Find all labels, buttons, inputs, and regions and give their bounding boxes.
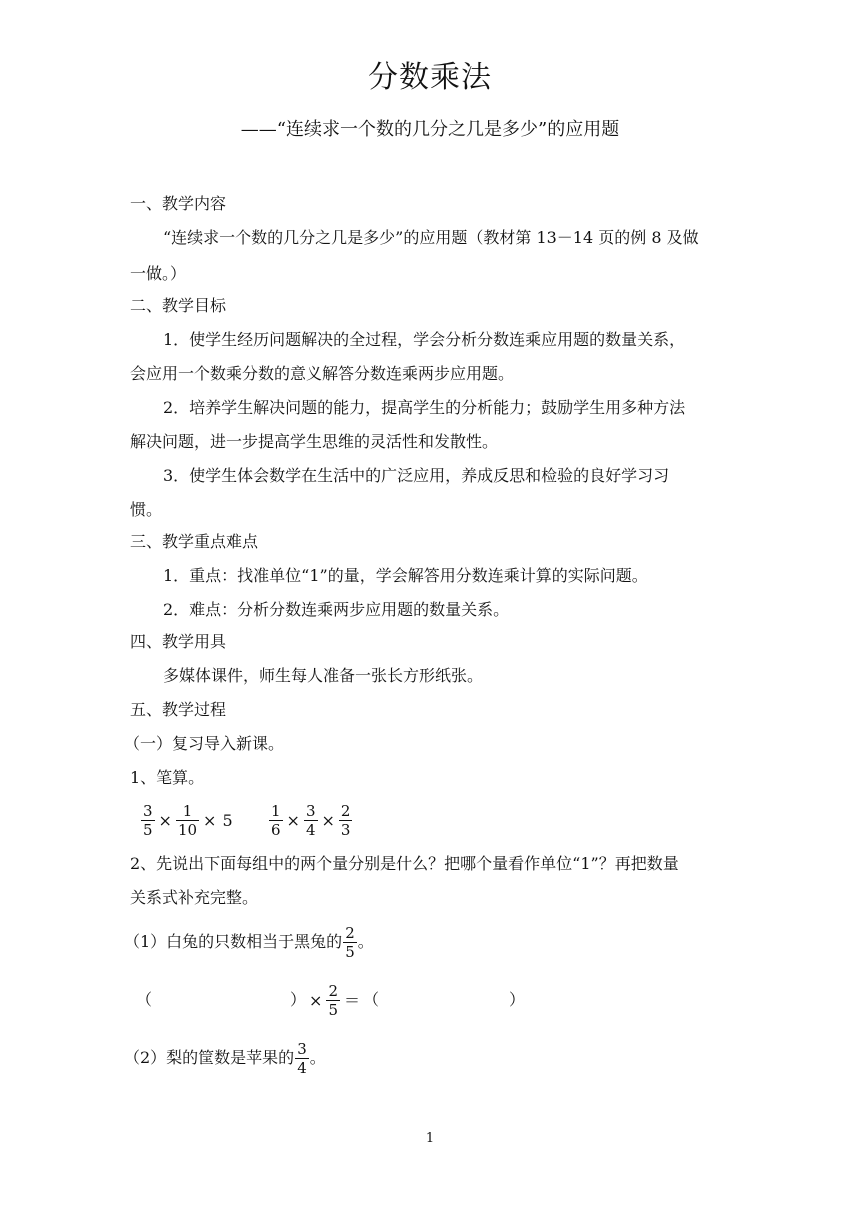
numerator: 3: [297, 1040, 307, 1058]
times-sign: ×: [321, 810, 335, 830]
times-sign: ×: [158, 810, 172, 830]
fraction: [141, 802, 155, 839]
numerator: 3: [305, 802, 316, 820]
times-sign: ×: [286, 810, 300, 830]
exercise-1-label: 1、笔算。: [130, 768, 205, 787]
denominator: 5: [328, 1001, 338, 1019]
problem-2: [124, 1038, 734, 1078]
denominator: 6: [271, 821, 281, 839]
section-1-text-line-1: “连续求一个数的几分之几是多少”的应用题（教材第 13－14 页的例 8 及做: [163, 228, 699, 247]
fraction: [269, 802, 283, 839]
denominator: 3: [340, 821, 351, 839]
objective-2-line-2: 解决问题，进一步提高学生思维的灵活性和发散性。: [130, 432, 499, 451]
difficulty-item: 2．难点：分析分数连乘两步应用题的数量关系。: [163, 600, 510, 619]
numerator: 1: [271, 802, 281, 820]
equals-sign: ＝: [343, 990, 360, 1010]
fraction: [304, 802, 318, 839]
open-paren: （: [136, 990, 153, 1009]
teaching-tools-text: 多媒体课件，师生每人准备一张长方形纸张。: [163, 666, 484, 685]
integer: 5: [222, 810, 233, 830]
close-paren: ）: [509, 990, 526, 1009]
problem-2-text: （2）梨的筐数是苹果的: [124, 1048, 295, 1067]
numerator: 3: [143, 802, 153, 820]
denominator: 4: [305, 821, 316, 839]
fraction: [343, 924, 357, 961]
open-paren: （: [363, 990, 380, 1009]
section-2-heading: 二、教学目标: [130, 296, 227, 315]
expression-2: [268, 800, 468, 841]
problem-1-text: （1）白兔的只数相当于黑兔的: [124, 932, 343, 951]
problem-2-end: 。: [309, 1048, 326, 1067]
objective-3-line-1: 3．使学生体会数学在生活中的广泛应用，养成反思和检验的良好学习习: [163, 466, 670, 485]
denominator: 5: [345, 943, 355, 961]
key-point-item: 1．重点：找准单位“1”的量，学会解答用分数连乘计算的实际问题。: [163, 566, 648, 585]
section-3-heading: 三、教学重点难点: [130, 532, 259, 551]
blank-equation-1: [136, 980, 746, 1021]
page-subtitle: ——“连续求一个数的几分之几是多少”的应用题: [240, 119, 620, 140]
fraction: [339, 802, 353, 839]
objective-1-line-1: 1．使学生经历问题解决的全过程，学会分析分数连乘应用题的数量关系，: [163, 330, 686, 349]
section-5-heading: 五、教学过程: [130, 700, 227, 719]
numerator: 1: [182, 802, 193, 820]
exercise-2-line-1: 2、先说出下面每组中的两个量分别是什么？把哪个量看作单位“1”？再把数量: [130, 854, 679, 873]
objective-1-line-2: 会应用一个数乘分数的意义解答分数连乘两步应用题。: [130, 364, 515, 383]
section-4-heading: 四、教学用具: [130, 632, 227, 651]
objective-3-line-2: 惯。: [130, 500, 163, 519]
denominator: 4: [297, 1059, 307, 1077]
numerator: 2: [345, 924, 355, 942]
denominator: 10: [177, 821, 198, 839]
page-number: 1: [425, 1131, 435, 1146]
fraction: [295, 1040, 309, 1077]
fraction: [326, 982, 340, 1019]
denominator: 5: [143, 821, 153, 839]
review-subheading: （一）复习导入新课。: [124, 734, 285, 753]
times-sign: ×: [203, 810, 217, 830]
section-1-heading: 一、教学内容: [130, 194, 227, 213]
objective-2-line-1: 2．培养学生解决问题的能力，提高学生的分析能力；鼓励学生用多种方法: [163, 398, 686, 417]
numerator: 2: [328, 982, 338, 1000]
exercise-2-line-2: 关系式补充完整。: [130, 888, 259, 907]
page-title: 分数乘法: [368, 60, 492, 95]
section-1-text-line-2: 一做。）: [130, 264, 187, 283]
close-paren: ）: [290, 990, 307, 1009]
problem-1: [124, 922, 734, 962]
problem-1-end: 。: [357, 932, 374, 951]
times-sign: ×: [309, 990, 323, 1010]
fraction: [176, 802, 199, 839]
numerator: 2: [340, 802, 351, 820]
